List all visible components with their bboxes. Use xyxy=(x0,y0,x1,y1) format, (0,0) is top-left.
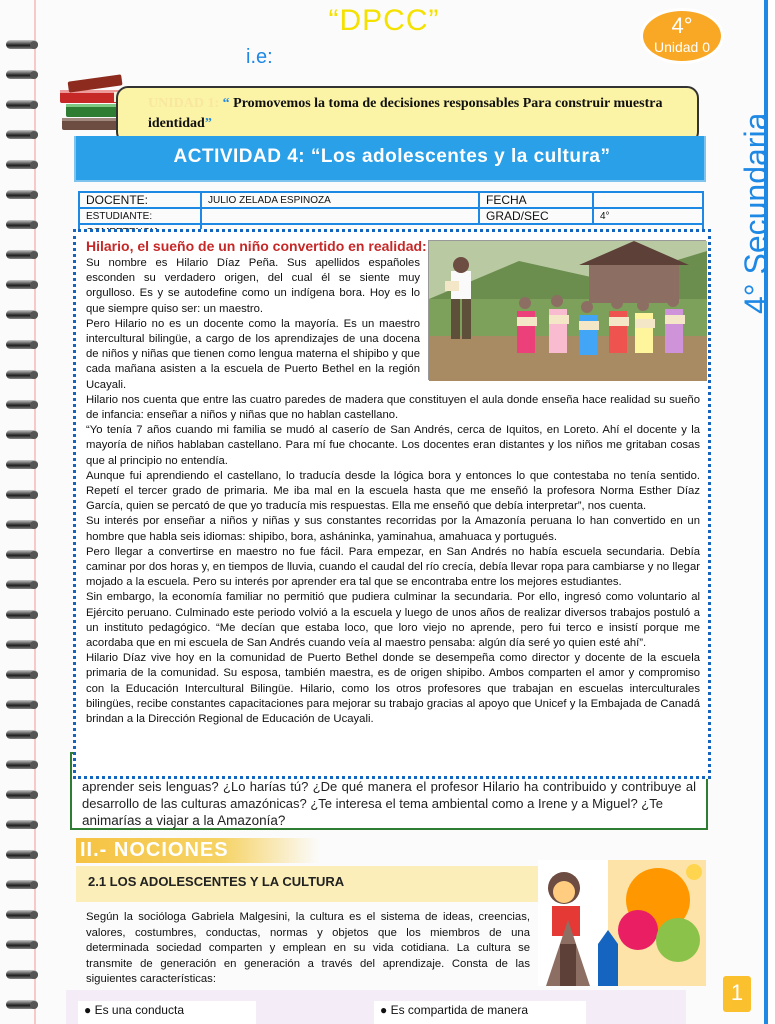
spiral-hole xyxy=(30,371,38,379)
grade-badge-grade: 4° xyxy=(671,13,693,38)
spiral-hole xyxy=(30,431,38,439)
spiral-hole xyxy=(30,161,38,169)
activity-title: ACTIVIDAD 4: “Los adolescentes y la cultura” xyxy=(173,146,611,167)
spiral-hole xyxy=(30,551,38,559)
estudiante-label: ESTUDIANTE: xyxy=(79,208,201,224)
spiral-hole xyxy=(30,281,38,289)
spiral-hole xyxy=(30,941,38,949)
reflection-questions-end: animarías a viajar a la Amazonía? xyxy=(82,813,286,828)
unit-close-quote: ” xyxy=(204,116,212,131)
article-paragraph: Su nombre es Hilario Díaz Peña. Sus apellidos españoles esconden su verdadero origen, del cual él se siente muy orgulloso. Es y se autodefine como un indígena bora. Hoy es lo que siempre quiso ser: un maestro. xyxy=(86,257,420,315)
unit-title: Promovemos la toma de decisiones responsables Para construir muestra identidad xyxy=(148,96,663,131)
grade-badge xyxy=(640,8,724,64)
spiral-hole xyxy=(30,881,38,889)
spiral-hole xyxy=(30,491,38,499)
spiral-hole xyxy=(30,821,38,829)
spiral-hole xyxy=(30,131,38,139)
spiral-hole xyxy=(30,101,38,109)
spiral-hole xyxy=(30,521,38,529)
spiral-hole xyxy=(30,221,38,229)
spiral-hole xyxy=(30,761,38,769)
spiral-hole xyxy=(30,341,38,349)
activity-banner xyxy=(74,136,706,182)
characteristic-text: Es compartida de manera xyxy=(390,1003,528,1017)
gradsec-value: 4° xyxy=(593,208,703,224)
section-subheading: 2.1 LOS ADOLESCENTES Y LA CULTURA xyxy=(76,866,538,902)
spiral-hole xyxy=(30,71,38,79)
culture-collage-image xyxy=(538,860,706,986)
unit-open-quote: “ xyxy=(222,96,230,111)
characteristic-item: ● Es una conducta xyxy=(78,1001,256,1024)
spiral-hole xyxy=(30,671,38,679)
culture-collage-illustration xyxy=(538,860,706,986)
article-paragraph: Pero Hilario no es un docente como la mayoría. Es un maestro intercultural bilingüe, a cargo de los aprendizajes de una docena de niños y niñas que tienen como lengua materna el shipibo y que cada mañana asisten a la escuela de Puerto Bethel en la región Ucayali. xyxy=(86,317,420,391)
docente-label: DOCENTE: xyxy=(79,192,201,208)
culture-definition-text: Según la socióloga Gabriela Malgesini, la cultura es el sistema de ideas, creencias, valores, costumbres, conductas, normas y objetos que los miembros de una determinada sociedad comparten y emplean en su vida cotidiana. La cultura se transmite de generación en generación a través del aprendizaje. Consta de las siguientes características: xyxy=(86,911,530,985)
characteristic-item: ● Es compartida de manera xyxy=(374,1001,586,1024)
spiral-binding xyxy=(0,0,40,1024)
spiral-hole xyxy=(30,311,38,319)
spiral-hole xyxy=(30,1001,38,1009)
spiral-hole xyxy=(30,581,38,589)
spiral-hole xyxy=(30,41,38,49)
grade-badge-unit: Unidad 0 xyxy=(653,39,711,55)
article-paragraph: Hilario nos cuenta que entre las cuatro paredes de madera que constituyen el aula donde enseña hace realidad su sueño de infancia: enseñar a niños y niñas que no hablan castellano. xyxy=(86,393,700,422)
spiral-hole xyxy=(30,641,38,649)
fecha-value[interactable] xyxy=(593,192,703,208)
gradsec-label: GRAD/SEC xyxy=(479,208,593,224)
page-number: 1 xyxy=(723,976,751,1012)
spiral-hole xyxy=(30,971,38,979)
docente-value: JULIO ZELADA ESPINOZA xyxy=(201,192,479,208)
spiral-hole xyxy=(30,611,38,619)
teacher-with-children-photo xyxy=(428,240,706,380)
spiral-hole xyxy=(30,191,38,199)
article-box xyxy=(73,229,711,779)
spiral-hole xyxy=(30,251,38,259)
spiral-hole xyxy=(30,461,38,469)
photo-illustration xyxy=(429,241,707,381)
reflection-questions: aprender seis lenguas? ¿Lo harías tú? ¿De qué manera el profesor Hilario ha contribuido y contribuye al desarrollo de las culturas amazónicas? ¿Te interesa el tema ambiental como a Irene y a Miguel? ¿Te xyxy=(82,779,696,811)
article-paragraph: Su interés por enseñar a niños y niñas y sus constantes recorridas por la Amazonía peruana lo han convertido en un hombre que habla seis idiomas: shipibo, bora, asháninka, yaminahua, amahuaca y portugués. xyxy=(86,515,700,543)
spiral-hole xyxy=(30,731,38,739)
spiral-hole xyxy=(30,911,38,919)
spiral-hole xyxy=(30,791,38,799)
characteristic-text: Es una conducta xyxy=(94,1003,184,1017)
ie-label: i.e: xyxy=(246,46,273,68)
table-row xyxy=(79,192,703,208)
article-paragraph: Pero llegar a convertirse en maestro no fue fácil. Para empezar, en San Andrés no había escuela secundaria. Debía caminar por dos horas y, en tiempos de lluvia, cuando el caudal del río crecía, debía llevar ropa para cambiarse y no llegar mojado a la escuela. Pero su interés por aprender era tal que se encontraba entre los mejores estudiantes. xyxy=(86,545,700,589)
nociones-heading: II.- NOCIONES xyxy=(76,838,319,863)
article-paragraph: Hilario Díaz vive hoy en la comunidad de Puerto Bethel donde se desempeña como director y docente de la escuela primaria de la comunidad. Su esposa, también maestra, es de origen shipibo. Ambos comparten el amor y compromiso con la Educación Intercultural Bilingüe. Hilario, como los otros profesores que trabajan en escuelas interculturales bilingües, recibe constantes capacitaciones para mejorar su trabajo gracias al apoyo que Unicef y la Embajada de Canadá brindan a la Dirección Regional de Educación de Ucayali. xyxy=(86,652,700,726)
spiral-hole xyxy=(30,701,38,709)
article-title: Hilario, el sueño de un niño convertido en realidad: xyxy=(86,238,427,254)
article-paragraph: “Yo tenía 7 años cuando mi familia se mudó al caserío de San Andrés, cerca de Iquitos, en Loreto. Ahí el docente y la mayoría de niños hablaban castellano. Para mí fue chocante. Los docentes eran distantes y los niños me gritaban cosas que al principio no entendía. xyxy=(86,424,700,467)
table-row xyxy=(79,208,703,224)
article-paragraph: Aunque fui aprendiendo el castellano, lo traducía desde la lógica bora y entonces lo que contestaba no tenía sentido. Repetí el tercer grado de primaria. Me iba mal en la escuela hasta que me enseñó la profesora Norma Esther Díaz García, quien se percató de que yo traducía mis respuestas. Ella me enseñó que debía interpretar”, nos cuenta. xyxy=(86,469,700,513)
spiral-hole xyxy=(30,851,38,859)
fecha-label: FECHA xyxy=(479,192,593,208)
estudiante-value[interactable] xyxy=(201,208,479,224)
spiral-hole xyxy=(30,401,38,409)
vertical-grade-text: 4° Secundaria xyxy=(738,112,774,314)
unit-label: UNIDAD 1: xyxy=(148,96,220,111)
school-title: “DPCC” xyxy=(328,4,440,37)
article-paragraph: Sin embargo, la economía familiar no permitió que pudiera culminar la secundaria. Por ello, ingresó como voluntario al Ejército peruano. Culminado este periodo volvió a la escuela y luego de unos años de realizar diversos trabajos postuló a un instituto pedagógico. “Me decían que estaba loco, que loro viejo no aprende, pero fui terco e insistí porque me acordaba que en mi escuela de San Andrés cuando veía al maestro pensaba: algún día seré yo quien esté ahí”. xyxy=(86,591,700,650)
